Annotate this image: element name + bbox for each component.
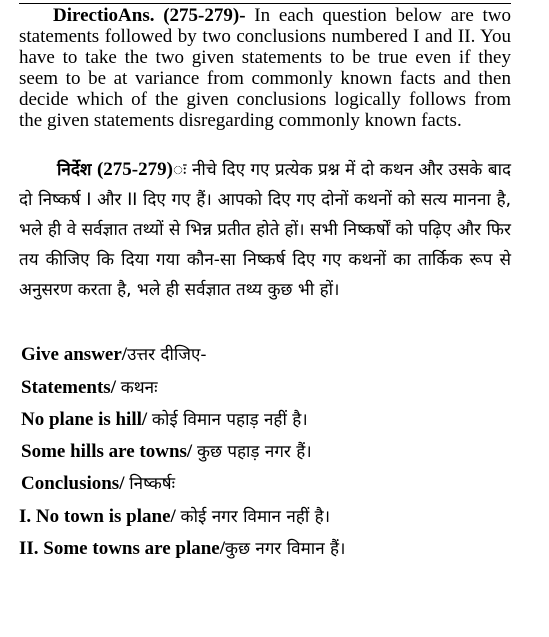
statement-1 [21, 407, 308, 431]
statements-label [21, 375, 158, 399]
conclusions-label [21, 471, 175, 495]
statement-2-hi: कुछ पहाड़ नगर हैं। [196, 442, 312, 462]
english-directions [19, 3, 511, 131]
statements-label-en: Statements/ [21, 377, 121, 398]
hindi-directions-body: नीचे दिए गए प्रत्येक प्रश्न में दो कथन और उसके बाद दो निष्कर्ष I और II दिए गए हैं। आपको दिए गए दोनों कथनों को सत्य मानना है, भले ही वे सर्वज्ञात तथ्यों से भिन्न प्रतीत होते हों। सभी निष्कर्षों को पढ़िए और फिर तय कीजिए कि दिया गया कौन-सा निष्कर्ष दिए गए कथनों का तार्किक रूप से अनुसरण करता है, भले ही सर्वज्ञात तथ्य कुछ भी हों। [19, 160, 512, 300]
hindi-directions-heading: निर्देश [57, 160, 92, 180]
conclusion-2-en: II. Some towns are plane/ [19, 538, 226, 559]
statement-2-en: Some hills are towns/ [21, 441, 197, 462]
conclusions-label-hi: निष्कर्षः [129, 474, 176, 494]
conclusion-2-hi: कुछ नगर विमान हैं। [225, 539, 346, 559]
give-answer-label [21, 342, 206, 366]
conclusion-2 [19, 536, 346, 560]
give-answer-en: Give answer/ [21, 344, 128, 365]
english-directions-body: In each question below are two statements followed by two conclusions numbered I and II. You have to take the two given statements to be true even if they seem to be at variance from commonly known facts and then decide which of the given conclusions logically follows from the given statements disregarding commonly known facts. [19, 5, 512, 131]
conclusion-1 [19, 504, 330, 528]
give-answer-hi: उत्तर दीजिए- [127, 345, 207, 365]
hindi-directions-range: (275-279) [96, 159, 173, 180]
statement-2 [21, 439, 312, 463]
english-directions-heading: DirectioAns. (275-279)- [53, 5, 246, 26]
conclusion-1-hi: कोई नगर विमान नहीं है। [180, 507, 331, 527]
hindi-directions [19, 155, 511, 305]
conclusion-1-en: I. No town is plane/ [19, 506, 181, 527]
statement-1-hi: कोई विमान पहाड़ नहीं है। [151, 410, 308, 430]
statements-label-hi: कथनः [120, 378, 158, 398]
statement-1-en: No plane is hill/ [21, 409, 152, 430]
conclusions-label-en: Conclusions/ [21, 473, 130, 494]
hindi-directions-colon: ः [172, 160, 187, 180]
